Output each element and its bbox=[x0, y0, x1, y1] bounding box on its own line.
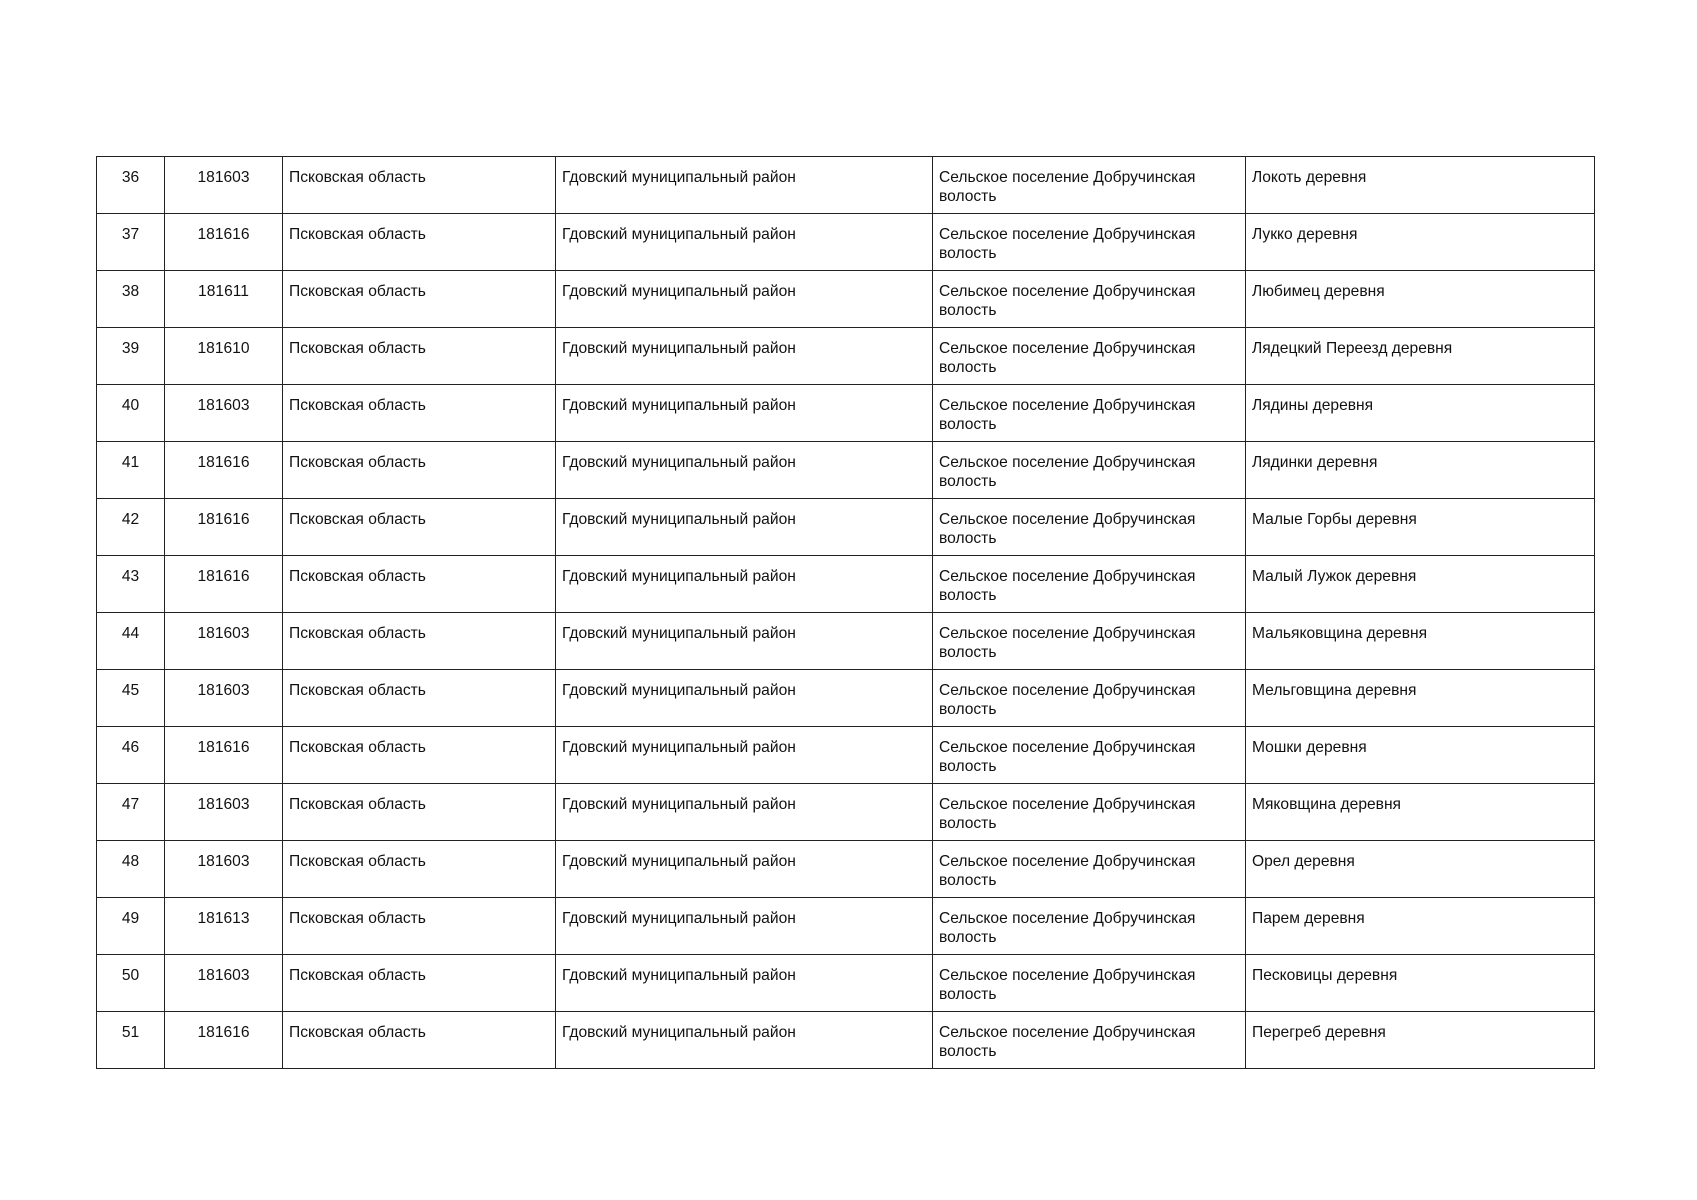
district-cell: Гдовский муниципальный район bbox=[556, 271, 933, 328]
row-number-cell: 41 bbox=[97, 442, 165, 499]
settlement-cell: Сельское поселение Добручинская волость bbox=[933, 499, 1246, 556]
region-cell: Псковская область bbox=[283, 727, 556, 784]
locality-cell: Орел деревня bbox=[1246, 841, 1595, 898]
row-number-cell: 48 bbox=[97, 841, 165, 898]
postal-index-cell: 181603 bbox=[165, 955, 283, 1012]
table-row bbox=[97, 442, 1595, 499]
district-cell: Гдовский муниципальный район bbox=[556, 727, 933, 784]
table-row bbox=[97, 841, 1595, 898]
district-cell: Гдовский муниципальный район bbox=[556, 442, 933, 499]
settlement-cell: Сельское поселение Добручинская волость bbox=[933, 385, 1246, 442]
region-cell: Псковская область bbox=[283, 955, 556, 1012]
region-cell: Псковская область bbox=[283, 670, 556, 727]
table-row bbox=[97, 670, 1595, 727]
table-row bbox=[97, 271, 1595, 328]
settlement-cell: Сельское поселение Добручинская волость bbox=[933, 670, 1246, 727]
locality-cell: Любимец деревня bbox=[1246, 271, 1595, 328]
settlement-cell: Сельское поселение Добручинская волость bbox=[933, 898, 1246, 955]
postal-index-cell: 181616 bbox=[165, 1012, 283, 1069]
settlement-cell: Сельское поселение Добручинская волость bbox=[933, 328, 1246, 385]
locality-cell: Локоть деревня bbox=[1246, 157, 1595, 214]
row-number-cell: 36 bbox=[97, 157, 165, 214]
postal-index-cell: 181616 bbox=[165, 442, 283, 499]
settlement-cell: Сельское поселение Добручинская волость bbox=[933, 727, 1246, 784]
district-cell: Гдовский муниципальный район bbox=[556, 499, 933, 556]
district-cell: Гдовский муниципальный район bbox=[556, 784, 933, 841]
table-row bbox=[97, 328, 1595, 385]
settlement-cell: Сельское поселение Добручинская волость bbox=[933, 784, 1246, 841]
postal-index-cell: 181616 bbox=[165, 727, 283, 784]
region-cell: Псковская область bbox=[283, 898, 556, 955]
settlement-cell: Сельское поселение Добручинская волость bbox=[933, 157, 1246, 214]
settlement-cell: Сельское поселение Добручинская волость bbox=[933, 841, 1246, 898]
table-row bbox=[97, 556, 1595, 613]
row-number-cell: 40 bbox=[97, 385, 165, 442]
settlement-cell: Сельское поселение Добручинская волость bbox=[933, 214, 1246, 271]
row-number-cell: 50 bbox=[97, 955, 165, 1012]
district-cell: Гдовский муниципальный район bbox=[556, 898, 933, 955]
row-number-cell: 51 bbox=[97, 1012, 165, 1069]
postal-index-cell: 181616 bbox=[165, 499, 283, 556]
row-number-cell: 42 bbox=[97, 499, 165, 556]
district-cell: Гдовский муниципальный район bbox=[556, 841, 933, 898]
locality-cell: Малые Горбы деревня bbox=[1246, 499, 1595, 556]
table-row bbox=[97, 499, 1595, 556]
locality-cell: Лукко деревня bbox=[1246, 214, 1595, 271]
row-number-cell: 45 bbox=[97, 670, 165, 727]
region-cell: Псковская область bbox=[283, 157, 556, 214]
district-cell: Гдовский муниципальный район bbox=[556, 328, 933, 385]
table-row bbox=[97, 784, 1595, 841]
postal-index-cell: 181603 bbox=[165, 670, 283, 727]
region-cell: Псковская область bbox=[283, 784, 556, 841]
locality-cell: Парем деревня bbox=[1246, 898, 1595, 955]
table-row bbox=[97, 1012, 1595, 1069]
district-cell: Гдовский муниципальный район bbox=[556, 955, 933, 1012]
settlement-cell: Сельское поселение Добручинская волость bbox=[933, 1012, 1246, 1069]
district-cell: Гдовский муниципальный район bbox=[556, 1012, 933, 1069]
locality-cell: Мошки деревня bbox=[1246, 727, 1595, 784]
postal-index-cell: 181603 bbox=[165, 784, 283, 841]
locality-cell: Песковицы деревня bbox=[1246, 955, 1595, 1012]
locality-cell: Мяковщина деревня bbox=[1246, 784, 1595, 841]
settlement-cell: Сельское поселение Добручинская волость bbox=[933, 442, 1246, 499]
district-cell: Гдовский муниципальный район bbox=[556, 613, 933, 670]
table-body bbox=[97, 157, 1595, 1069]
district-cell: Гдовский муниципальный район bbox=[556, 385, 933, 442]
table-row bbox=[97, 727, 1595, 784]
locality-cell: Лядины деревня bbox=[1246, 385, 1595, 442]
locality-cell: Лядинки деревня bbox=[1246, 442, 1595, 499]
region-cell: Псковская область bbox=[283, 556, 556, 613]
region-cell: Псковская область bbox=[283, 328, 556, 385]
locality-cell: Малый Лужок деревня bbox=[1246, 556, 1595, 613]
postal-index-cell: 181603 bbox=[165, 613, 283, 670]
settlement-cell: Сельское поселение Добручинская волость bbox=[933, 271, 1246, 328]
settlement-cell: Сельское поселение Добручинская волость bbox=[933, 955, 1246, 1012]
locality-cell: Перегреб деревня bbox=[1246, 1012, 1595, 1069]
district-cell: Гдовский муниципальный район bbox=[556, 556, 933, 613]
postal-index-cell: 181611 bbox=[165, 271, 283, 328]
row-number-cell: 43 bbox=[97, 556, 165, 613]
region-cell: Псковская область bbox=[283, 442, 556, 499]
district-cell: Гдовский муниципальный район bbox=[556, 157, 933, 214]
region-cell: Псковская область bbox=[283, 271, 556, 328]
locality-cell: Мальяковщина деревня bbox=[1246, 613, 1595, 670]
table-row bbox=[97, 157, 1595, 214]
table-row bbox=[97, 613, 1595, 670]
row-number-cell: 39 bbox=[97, 328, 165, 385]
postal-index-cell: 181603 bbox=[165, 841, 283, 898]
postal-index-cell: 181610 bbox=[165, 328, 283, 385]
region-cell: Псковская область bbox=[283, 499, 556, 556]
postal-index-cell: 181603 bbox=[165, 385, 283, 442]
table-row bbox=[97, 385, 1595, 442]
row-number-cell: 38 bbox=[97, 271, 165, 328]
row-number-cell: 49 bbox=[97, 898, 165, 955]
postal-index-cell: 181613 bbox=[165, 898, 283, 955]
district-cell: Гдовский муниципальный район bbox=[556, 670, 933, 727]
locality-cell: Мельговщина деревня bbox=[1246, 670, 1595, 727]
postal-index-cell: 181616 bbox=[165, 556, 283, 613]
locality-cell: Лядецкий Переезд деревня bbox=[1246, 328, 1595, 385]
settlement-cell: Сельское поселение Добручинская волость bbox=[933, 556, 1246, 613]
table-row bbox=[97, 214, 1595, 271]
region-cell: Псковская область bbox=[283, 385, 556, 442]
row-number-cell: 47 bbox=[97, 784, 165, 841]
settlement-cell: Сельское поселение Добручинская волость bbox=[933, 613, 1246, 670]
region-cell: Псковская область bbox=[283, 1012, 556, 1069]
region-cell: Псковская область bbox=[283, 841, 556, 898]
row-number-cell: 46 bbox=[97, 727, 165, 784]
settlements-table bbox=[96, 156, 1595, 1069]
table-row bbox=[97, 898, 1595, 955]
district-cell: Гдовский муниципальный район bbox=[556, 214, 933, 271]
postal-index-cell: 181603 bbox=[165, 157, 283, 214]
row-number-cell: 37 bbox=[97, 214, 165, 271]
table-row bbox=[97, 955, 1595, 1012]
region-cell: Псковская область bbox=[283, 214, 556, 271]
region-cell: Псковская область bbox=[283, 613, 556, 670]
postal-index-cell: 181616 bbox=[165, 214, 283, 271]
row-number-cell: 44 bbox=[97, 613, 165, 670]
